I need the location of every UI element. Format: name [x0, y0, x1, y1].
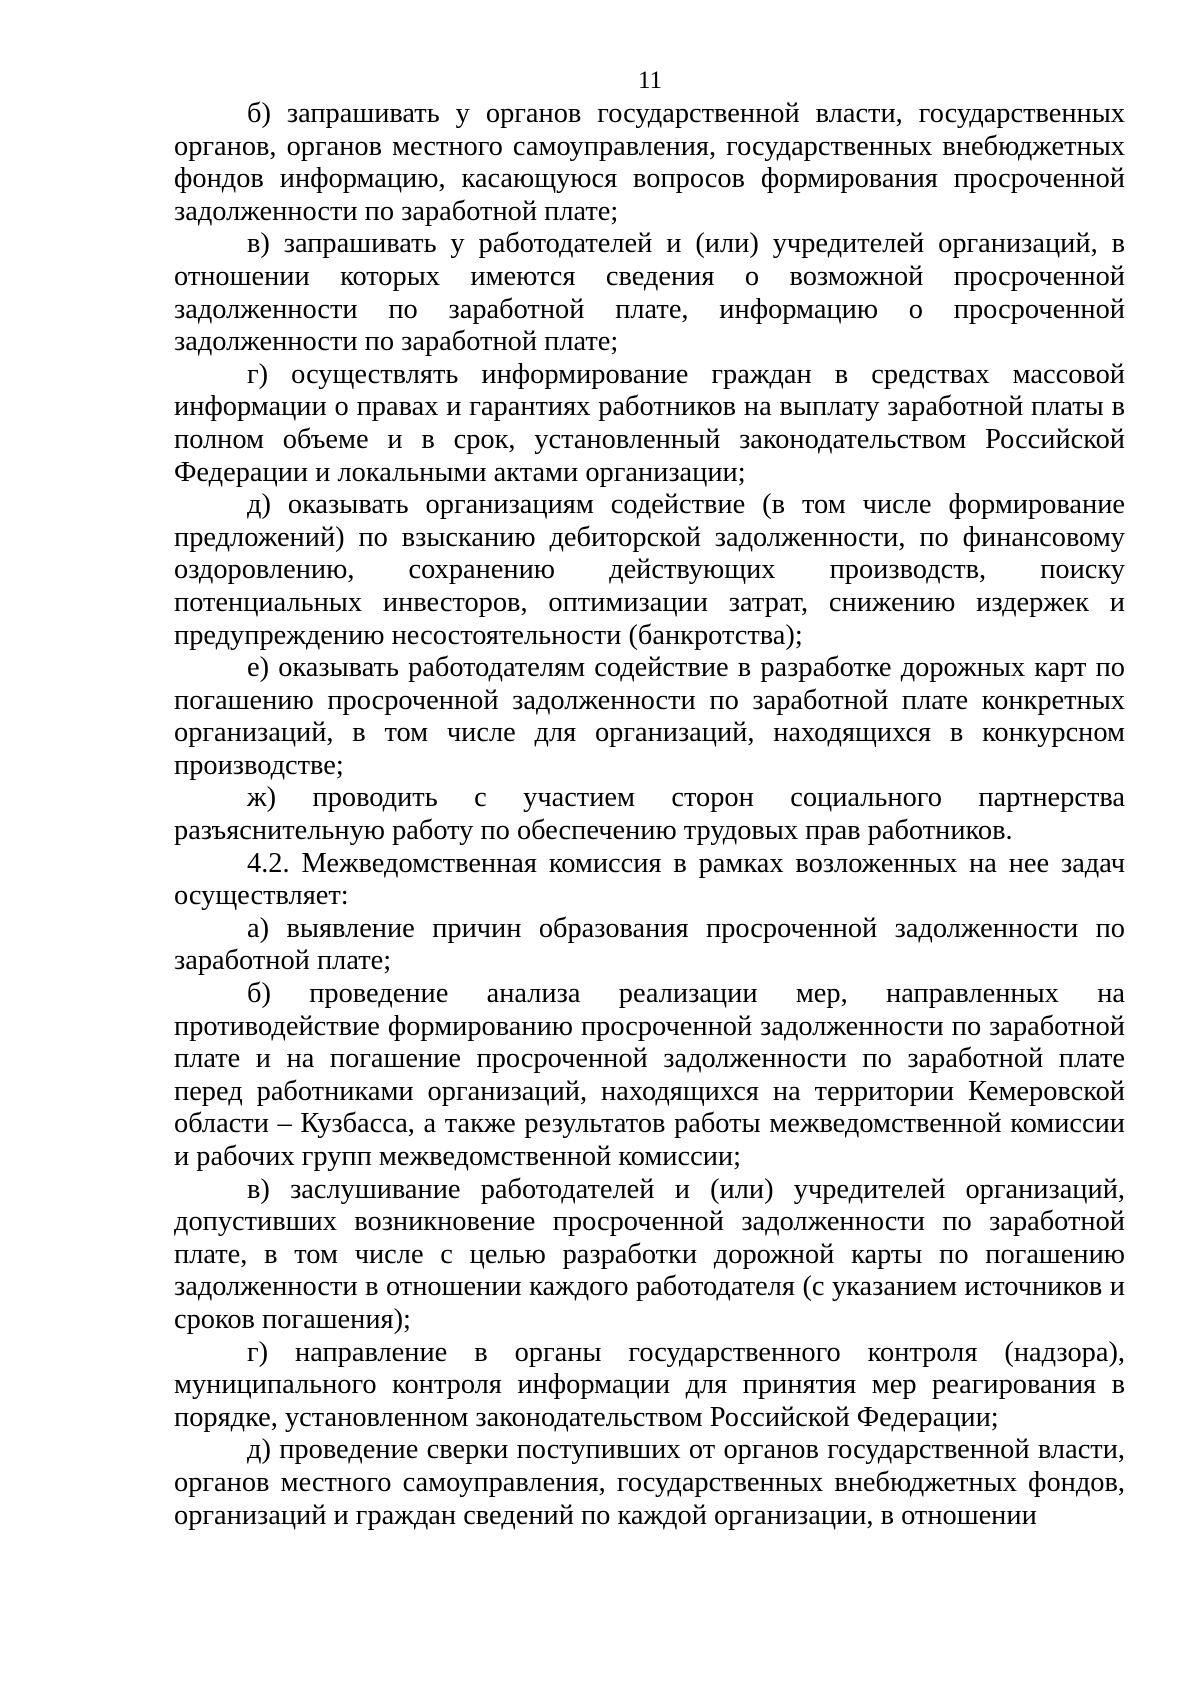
- paragraph-e-assist-employers: е) оказывать работодателям содействие в разработке дорожных карт по погашению просроченной задолженности по заработной плате конкретных организаций, в том числе для организаций, находящихся в конкурсном производстве;: [174, 652, 1125, 781]
- document-body: [174, 98, 1125, 1532]
- paragraph-v-request-employers: в) запрашивать у работодателей и (или) учредителей организаций, в отношении которых имеются сведения о возможной просроченной задолженности по заработной плате, информацию о просроченной задолженности по заработной плате;: [174, 228, 1125, 358]
- paragraph-g-direction-to-control: г) направление в органы государственного контроля (надзора), муниципального контроля информации для принятия мер реагирования в порядке, установленном законодательством Российской Федерации;: [174, 1336, 1125, 1433]
- page-number: 11: [637, 67, 663, 94]
- paragraph-b-request-authorities: б) запрашивать у органов государственной власти, государственных органов, органов местного самоуправления, государственных внебюджетных фондов информацию, касающуюся вопросов формирования просроченной задолженности по заработной плате;: [174, 98, 1125, 227]
- paragraph-b-analysis: б) проведение анализа реализации мер, направленных на противодействие формированию просроченной задолженности по заработной плате и на погашение просроченной задолженности по заработной плате перед работниками организаций, находящихся на территории Кемеровской области – Кузбасса, а также результатов работы межведомственной комиссии и рабочих групп межведомственной комиссии;: [174, 978, 1125, 1172]
- paragraph-a-identify-causes: а) выявление причин образования просроченной задолженности по заработной плате;: [174, 912, 1125, 977]
- paragraph-g-inform-citizens: г) осуществлять информирование граждан в средствах массовой информации о правах и гарантиях работников на выплату заработной платы в полном объеме и в срок, установленный законодательством Российской Федерации и локальными актами организации;: [174, 358, 1125, 488]
- paragraph-4-2-commission-tasks: 4.2. Межведомственная комиссия в рамках возложенных на нее задач осуществляет:: [174, 847, 1125, 912]
- paragraph-zh-explanatory-work: ж) проводить с участием сторон социального партнерства разъяснительную работу по обеспечению трудовых прав работников.: [174, 782, 1125, 847]
- paragraph-d-assist-organizations: д) оказывать организациям содействие (в том числе формирование предложений) по взысканию дебиторской задолженности, по финансовому оздоровлению, сохранению действующих производств, поиску потенциальных инвесторов, оптимизации затрат, снижению издержек и предупреждению несостоятельности (банкротства);: [174, 489, 1125, 651]
- paragraph-d-reconciliation: д) проведение сверки поступивших от органов государственной власти, органов местного самоуправления, государственных внебюджетных фондов, организаций и граждан сведений по каждой организации, в отношении: [174, 1434, 1125, 1531]
- paragraph-v-hearing-employers: в) заслушивание работодателей и (или) учредителей организаций, допустивших возникновение просроченной задолженности по заработной плате, в том числе с целью разработки дорожной карты по погашению задолженности в отношении каждого работодателя (с указанием источников и сроков погашения);: [174, 1173, 1125, 1335]
